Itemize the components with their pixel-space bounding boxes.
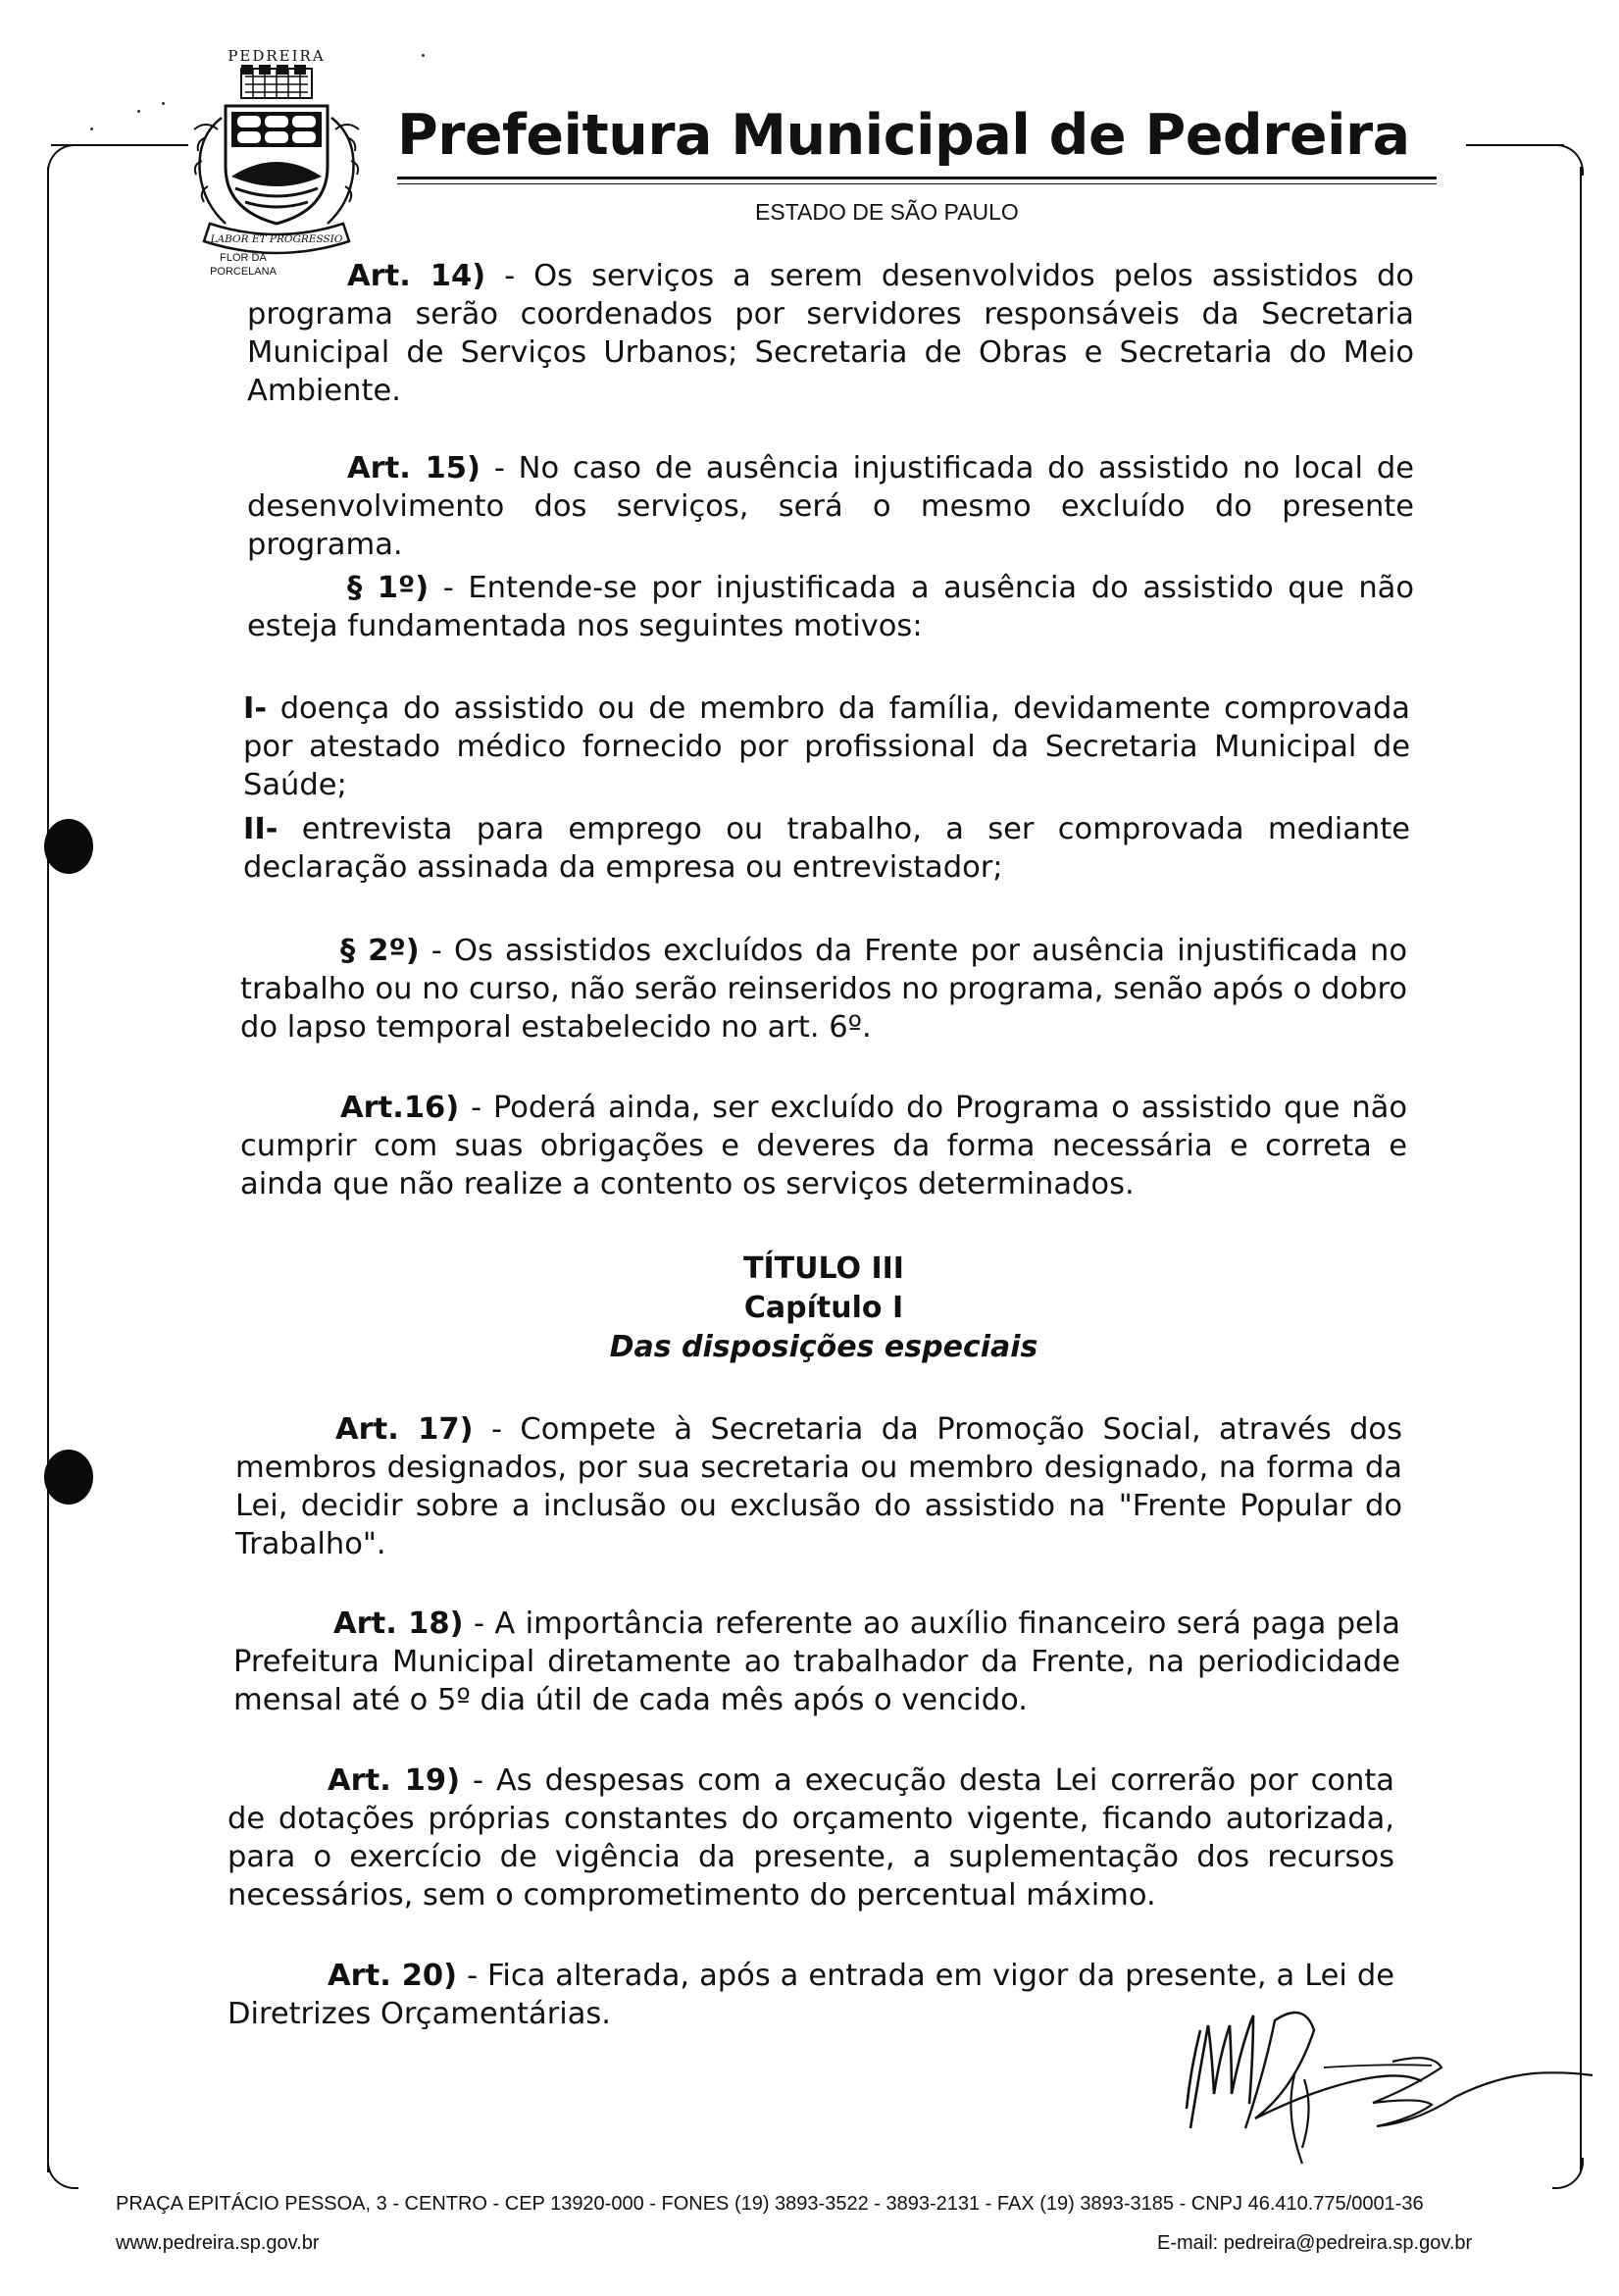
crest-bottom-text-2: PORCELANA xyxy=(210,266,277,278)
chapter-heading: Capítulo I xyxy=(743,1291,904,1325)
frame-corner-bottom-left xyxy=(47,2158,78,2189)
footer-email: E-mail: pedreira@pedreira.sp.gov.br xyxy=(1157,2232,1473,2254)
item-i-label: I- xyxy=(243,691,268,726)
title-rule xyxy=(397,177,1437,179)
article-16 xyxy=(240,1089,1407,1203)
crest-top-text: PEDREIRA xyxy=(228,47,326,65)
article-20-label: Art. 20) xyxy=(328,1959,458,1993)
item-ii-label: II- xyxy=(243,812,278,846)
page-title: Prefeitura Municipal de Pedreira xyxy=(397,103,1410,168)
item-ii-text: entrevista para emprego ou trabalho, a ser comprovada mediante declaração assinada da empresa ou entrevistador; xyxy=(243,812,1410,885)
section-subtitle: Das disposições especiais xyxy=(609,1330,1038,1364)
article-18-text: - A importância referente ao auxílio financeiro será paga pela Prefeitura Municipal diretamente ao trabalhador da Frente, na periodicidade mensal até o 5º dia útil de cada mês após o vencido. xyxy=(233,1607,1400,1717)
paragraph-1-label: § 1º) xyxy=(347,571,430,605)
scan-speck xyxy=(422,54,425,57)
article-18 xyxy=(233,1605,1400,1719)
footer-website: www.pedreira.sp.gov.br xyxy=(116,2232,320,2254)
footer-address: PRAÇA EPITÁCIO PESSOA, 3 - CENTRO - CEP 13920-000 - FONES (19) 3893-3522 - 3893-2131 - FAX (19) 3893-3185 - CNPJ 46.410.775/0001-36 xyxy=(116,2193,1424,2215)
item-i xyxy=(243,689,1410,804)
article-16-label: Art.16) xyxy=(340,1091,460,1125)
article-19 xyxy=(228,1761,1394,1914)
paragraph-2-text: - Os assistidos excluídos da Frente por ausência injustificada no trabalho ou no curso, não serão reinseridos no programa, senão após o dobro do lapso temporal estabelecido no art. 6º. xyxy=(240,934,1407,1045)
frame-top-right-line xyxy=(1466,144,1564,146)
punch-hole xyxy=(44,819,93,874)
crest-banner-text: LABOR ET PROGRESSIO xyxy=(210,233,343,245)
article-19-label: Art. 19) xyxy=(328,1763,461,1798)
article-15-label: Art. 15) xyxy=(347,451,481,485)
article-20-text: - Fica alterada, após a entrada em vigor da presente, a Lei de Diretrizes Orçamentárias. xyxy=(228,1959,1394,2031)
paragraph-2-label: § 2º) xyxy=(340,934,420,968)
article-15-text: - No caso de ausência injustificada do assistido no local de desenvolvimento dos serviços, será o mesmo excluído do presente programa. xyxy=(247,451,1414,562)
scan-speck xyxy=(137,110,140,113)
item-ii xyxy=(243,810,1410,887)
article-14 xyxy=(247,257,1414,410)
article-16-text: - Poderá ainda, ser excluído do Programa o assistido que não cumprir com suas obrigações e deveres da forma necessária e correta e ainda que não realize a contento os serviços determinados. xyxy=(240,1091,1407,1201)
frame-corner-top-left xyxy=(47,144,78,176)
header-state: ESTADO DE SÃO PAULO xyxy=(755,199,1019,225)
crest-bottom-text-1: FLOR DA xyxy=(220,252,267,264)
title-heading: TÍTULO III xyxy=(743,1251,904,1286)
article-15 xyxy=(247,449,1414,564)
item-i-text: doença do assistido ou de membro da família, devidamente comprovada por atestado médico fornecido por profissional da Secretaria Municipal de Saúde; xyxy=(243,691,1410,802)
paragraph-2 xyxy=(240,932,1407,1046)
title-rule-thin xyxy=(397,183,1437,184)
article-17-text: - Compete à Secretaria da Promoção Social, através dos membros designados, por sua secretaria ou membro designado, na forma da Lei, decidir sobre a inclusão ou exclusão do assistido na "Frente Popular do Trabalho". xyxy=(235,1412,1402,1561)
article-19-text: - As despesas com a execução desta Lei correrão por conta de dotações próprias constantes do orçamento vigente, ficando autorizada, para o exercício de vigência da presente, a suplementação dos recursos necessários, sem o comprometimento do percentual máximo. xyxy=(228,1763,1394,1913)
city-crest-icon xyxy=(159,39,394,284)
signature-icon xyxy=(1167,1981,1598,2177)
scan-speck xyxy=(90,128,93,130)
article-14-label: Art. 14) xyxy=(347,259,486,293)
article-18-label: Art. 18) xyxy=(333,1607,464,1641)
punch-hole xyxy=(44,1450,93,1505)
article-14-text: - Os serviços a serem desenvolvidos pelos assistidos do programa serão coordenados por servidores responsáveis da Secretaria Municipal de Serviços Urbanos; Secretaria de Obras e Secretaria do Meio Ambiente. xyxy=(247,259,1414,408)
frame-right-line xyxy=(1580,167,1582,2172)
paragraph-1-text: - Entende-se por injustificada a ausência do assistido que não esteja fundamentada nos seguintes motivos: xyxy=(247,571,1415,643)
article-17-label: Art. 17) xyxy=(335,1412,474,1447)
article-17 xyxy=(235,1410,1402,1563)
paragraph-1 xyxy=(247,569,1414,645)
frame-left-line xyxy=(47,167,49,2172)
